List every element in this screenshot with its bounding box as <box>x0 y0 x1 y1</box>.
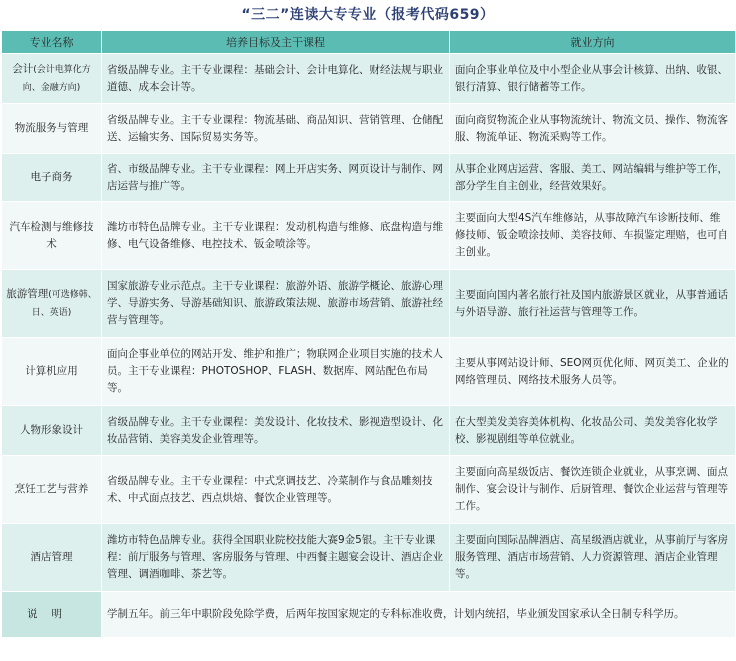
major-job: 主要面向大型4S汽车维修站，从事故障汽车诊断技师、维修技师、钣金喷涂技师、美容技师、车损鉴定理赔，也可自主创业。 <box>450 202 736 270</box>
major-name: 会计(会计电算化方向、金融方向) <box>2 54 102 104</box>
header-goal: 培养目标及主干课程 <box>102 31 450 54</box>
major-name: 酒店管理 <box>2 524 102 592</box>
major-goal: 省级品牌专业。主干专业课程：基础会计、会计电算化、财经法规与职业道德、成本会计等。 <box>102 54 450 104</box>
table-row <box>2 456 736 524</box>
major-goal: 省、市级品牌专业。主干专业课程：网上开店实务、网页设计与制作、网店运营与推广等。 <box>102 154 450 202</box>
major-job: 主要面向国际品牌酒店、高星级酒店就业，从事前厅与客房服务管理、酒店市场营销、人力资源管理、酒店企业管理等。 <box>450 524 736 592</box>
header-name: 专业名称 <box>2 31 102 54</box>
table-row <box>2 270 736 338</box>
major-name: 人物形象设计 <box>2 406 102 456</box>
major-goal: 省级品牌专业。主干专业课程：中式烹调技艺、冷菜制作与食品雕刻技术、中式面点技艺、西点烘焙、餐饮企业管理等。 <box>102 456 450 524</box>
table-row <box>2 338 736 406</box>
program-table <box>1 30 736 638</box>
major-goal: 面向企事业单位的网站开发、维护和推广；物联网企业项目实施的技术人员。主干专业课程：PHOTOSHOP、FLASH、数据库、网站配色布局等。 <box>102 338 450 406</box>
major-name: 物流服务与管理 <box>2 104 102 154</box>
major-job: 在大型美发美容美体机构、化妆品公司、美发美容化妆学校、影视剧组等单位就业。 <box>450 406 736 456</box>
table-row <box>2 54 736 104</box>
major-goal: 省级品牌专业。主干专业课程：物流基础、商品知识、营销管理、仓储配送、运输实务、国际贸易实务等。 <box>102 104 450 154</box>
explain-label: 说明 <box>2 592 102 638</box>
major-job: 面向企事业单位及中小型企业从事会计核算、出纳、收银、银行清算、银行储蓄等工作。 <box>450 54 736 104</box>
table-row <box>2 202 736 270</box>
major-job: 面向商贸物流企业从事物流统计、物流文员、操作、物流客服、物流单证、物流采购等工作。 <box>450 104 736 154</box>
major-goal: 国家旅游专业示范点。主干专业课程：旅游外语、旅游学概论、旅游心理学、导游实务、导游基础知识、旅游政策法规、旅游市场营销、旅游社经营与管理等。 <box>102 270 450 338</box>
major-name: 计算机应用 <box>2 338 102 406</box>
major-goal: 潍坊市特色品牌专业。获得全国职业院校技能大赛9金5银。主干专业课程：前厅服务与管理、客房服务与管理、中西餐主题宴会设计、酒店企业管理、调酒咖啡、茶艺等。 <box>102 524 450 592</box>
explain-row <box>2 592 736 638</box>
table-row <box>2 406 736 456</box>
explain-text: 学制五年。前三年中职阶段免除学费，后两年按国家规定的专科标准收费，计划内统招，毕业颁发国家承认全日制专科学历。 <box>102 592 736 638</box>
table-row <box>2 104 736 154</box>
header-row <box>2 31 736 54</box>
major-name: 电子商务 <box>2 154 102 202</box>
table-row <box>2 524 736 592</box>
major-job: 主要面向国内著名旅行社及国内旅游景区就业，从事普通话与外语导游、旅行社运营与管理等工作。 <box>450 270 736 338</box>
major-job: 从事企业网店运营、客服、美工、网站编辑与维护等工作，部分学生自主创业，经营效果好。 <box>450 154 736 202</box>
major-name: 旅游管理(可选修韩、日、英语) <box>2 270 102 338</box>
table-row <box>2 154 736 202</box>
header-job: 就业方向 <box>450 31 736 54</box>
page-title: “三二”连读大专专业（报考代码659） <box>241 7 495 23</box>
major-job: 主要从事网站设计师、SEO网页优化师、网页美工、企业的网络管理员、网络技术服务人员等。 <box>450 338 736 406</box>
major-name: 烹饪工艺与营养 <box>2 456 102 524</box>
major-goal: 省级品牌专业。主干专业课程：美发设计、化妆技术、影视造型设计、化妆品营销、美容美发企业管理等。 <box>102 406 450 456</box>
major-job: 主要面向高星级饭店、餐饮连锁企业就业，从事烹调、面点制作、宴会设计与制作、后厨管理、餐饮企业运营与管理等工作。 <box>450 456 736 524</box>
major-name: 汽车检测与维修技术 <box>2 202 102 270</box>
major-goal: 潍坊市特色品牌专业。主干专业课程：发动机构造与维修、底盘构造与维修、电气设备维修、电控技术、钣金喷涂等。 <box>102 202 450 270</box>
